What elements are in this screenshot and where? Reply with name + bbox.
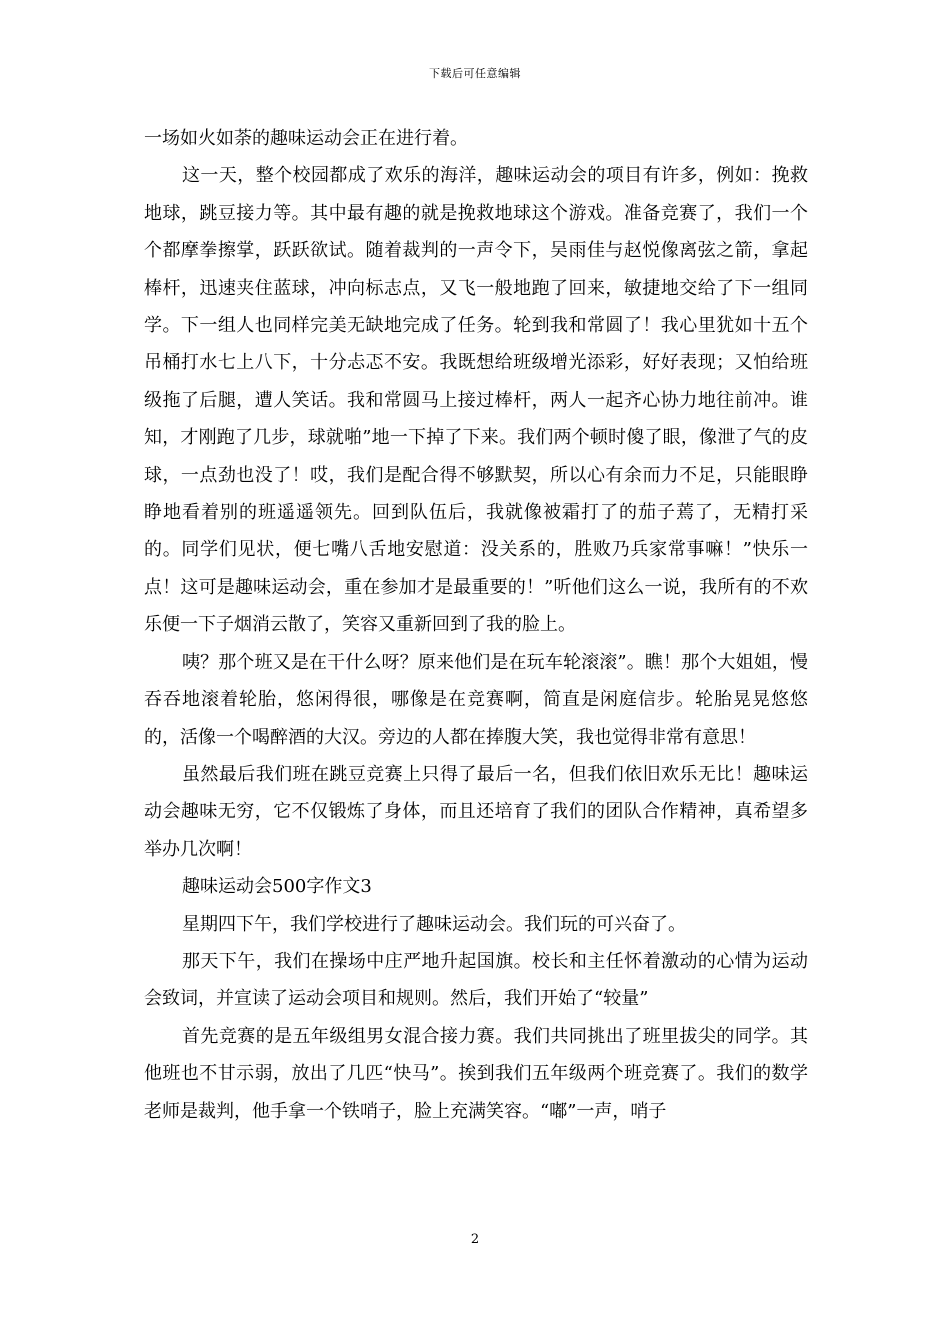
page-header: 下载后可任意编辑 xyxy=(429,67,521,80)
section-heading: 趣味运动会500字作文3 xyxy=(182,876,372,898)
document-body xyxy=(144,120,808,1130)
paragraph: 那天下午，我们在操场中庄严地升起国旗。校长和主任怀着激动的心情为运动会致词，并宣读了运动会项目和规则。然后，我们开始了“较量” xyxy=(144,950,808,1010)
paragraph: 首先竞赛的是五年级组男女混合接力赛。我们共同挑出了班里拔尖的同学。其他班也不甘示弱，放出了几匹“快马”。挨到我们五年级两个班竞赛了。我们的数学老师是裁判，他手拿一个铁哨子，脸上充满笑容。“嘟”一声，哨子 xyxy=(144,1025,808,1122)
paragraph: 虽然最后我们班在跳豆竞赛上只得了最后一名，但我们依旧欢乐无比！趣味运动会趣味无穷，它不仅锻炼了身体，而且还培育了我们的团队合作精神，真希望多举办几次啊！ xyxy=(144,763,808,860)
page-number: 2 xyxy=(470,1232,480,1247)
paragraph: 一场如火如荼的趣味运动会正在进行着。 xyxy=(144,128,468,149)
paragraph: 星期四下午，我们学校进行了趣味运动会。我们玩的可兴奋了。 xyxy=(182,913,686,935)
paragraph: 咦？那个班又是在干什么呀？原来他们是在玩车轮滚滚”。瞧！那个大姐姐，慢吞吞地滚着轮胎，悠闲得很，哪像是在竞赛啊，简直是闲庭信步。轮胎晃晃悠悠的，活像一个喝醉酒的大汉。旁边的人都在捧腹大笑，我也觉得非常有意思！ xyxy=(144,651,808,748)
paragraph: 这一天，整个校园都成了欢乐的海洋，趣味运动会的项目有许多，例如：挽救地球，跳豆接力等。其中最有趣的就是挽救地球这个游戏。准备竞赛了，我们一个个都摩拳擦掌，跃跃欲试。随着裁判的一声令下，吴雨佳与赵悦像离弦之箭，拿起棒杆，迅速夹住蓝球，冲向标志点，又飞一般地跑了回来，敏捷地交给了下一组同学。下一组人也同样完美无缺地完成了任务。轮到我和常圆了！我心里犹如十五个吊桶打水七上八下，十分忐忑不安。我既想给班级增光添彩，好好表现；又怕给班级拖了后腿，遭人笑话。我和常圆马上接过棒杆，两人一起齐心协力地往前冲。谁知，才刚跑了几步，球就啪”地一下掉了下来。我们两个顿时傻了眼，像泄了气的皮球，一点劲也没了！哎，我们是配合得不够默契，所以心有余而力不足，只能眼睁睁地看着别的班遥遥领先。回到队伍后，我就像被霜打了的茄子蔫了，无精打采的。同学们见状，便七嘴八舌地安慰道：没关系的，胜败乃兵家常事嘛！”快乐一点！这可是趣味运动会，重在参加才是最重要的！”听他们这么一说，我所有的不欢乐便一下子烟消云散了，笑容又重新回到了我的脸上。 xyxy=(144,165,808,636)
